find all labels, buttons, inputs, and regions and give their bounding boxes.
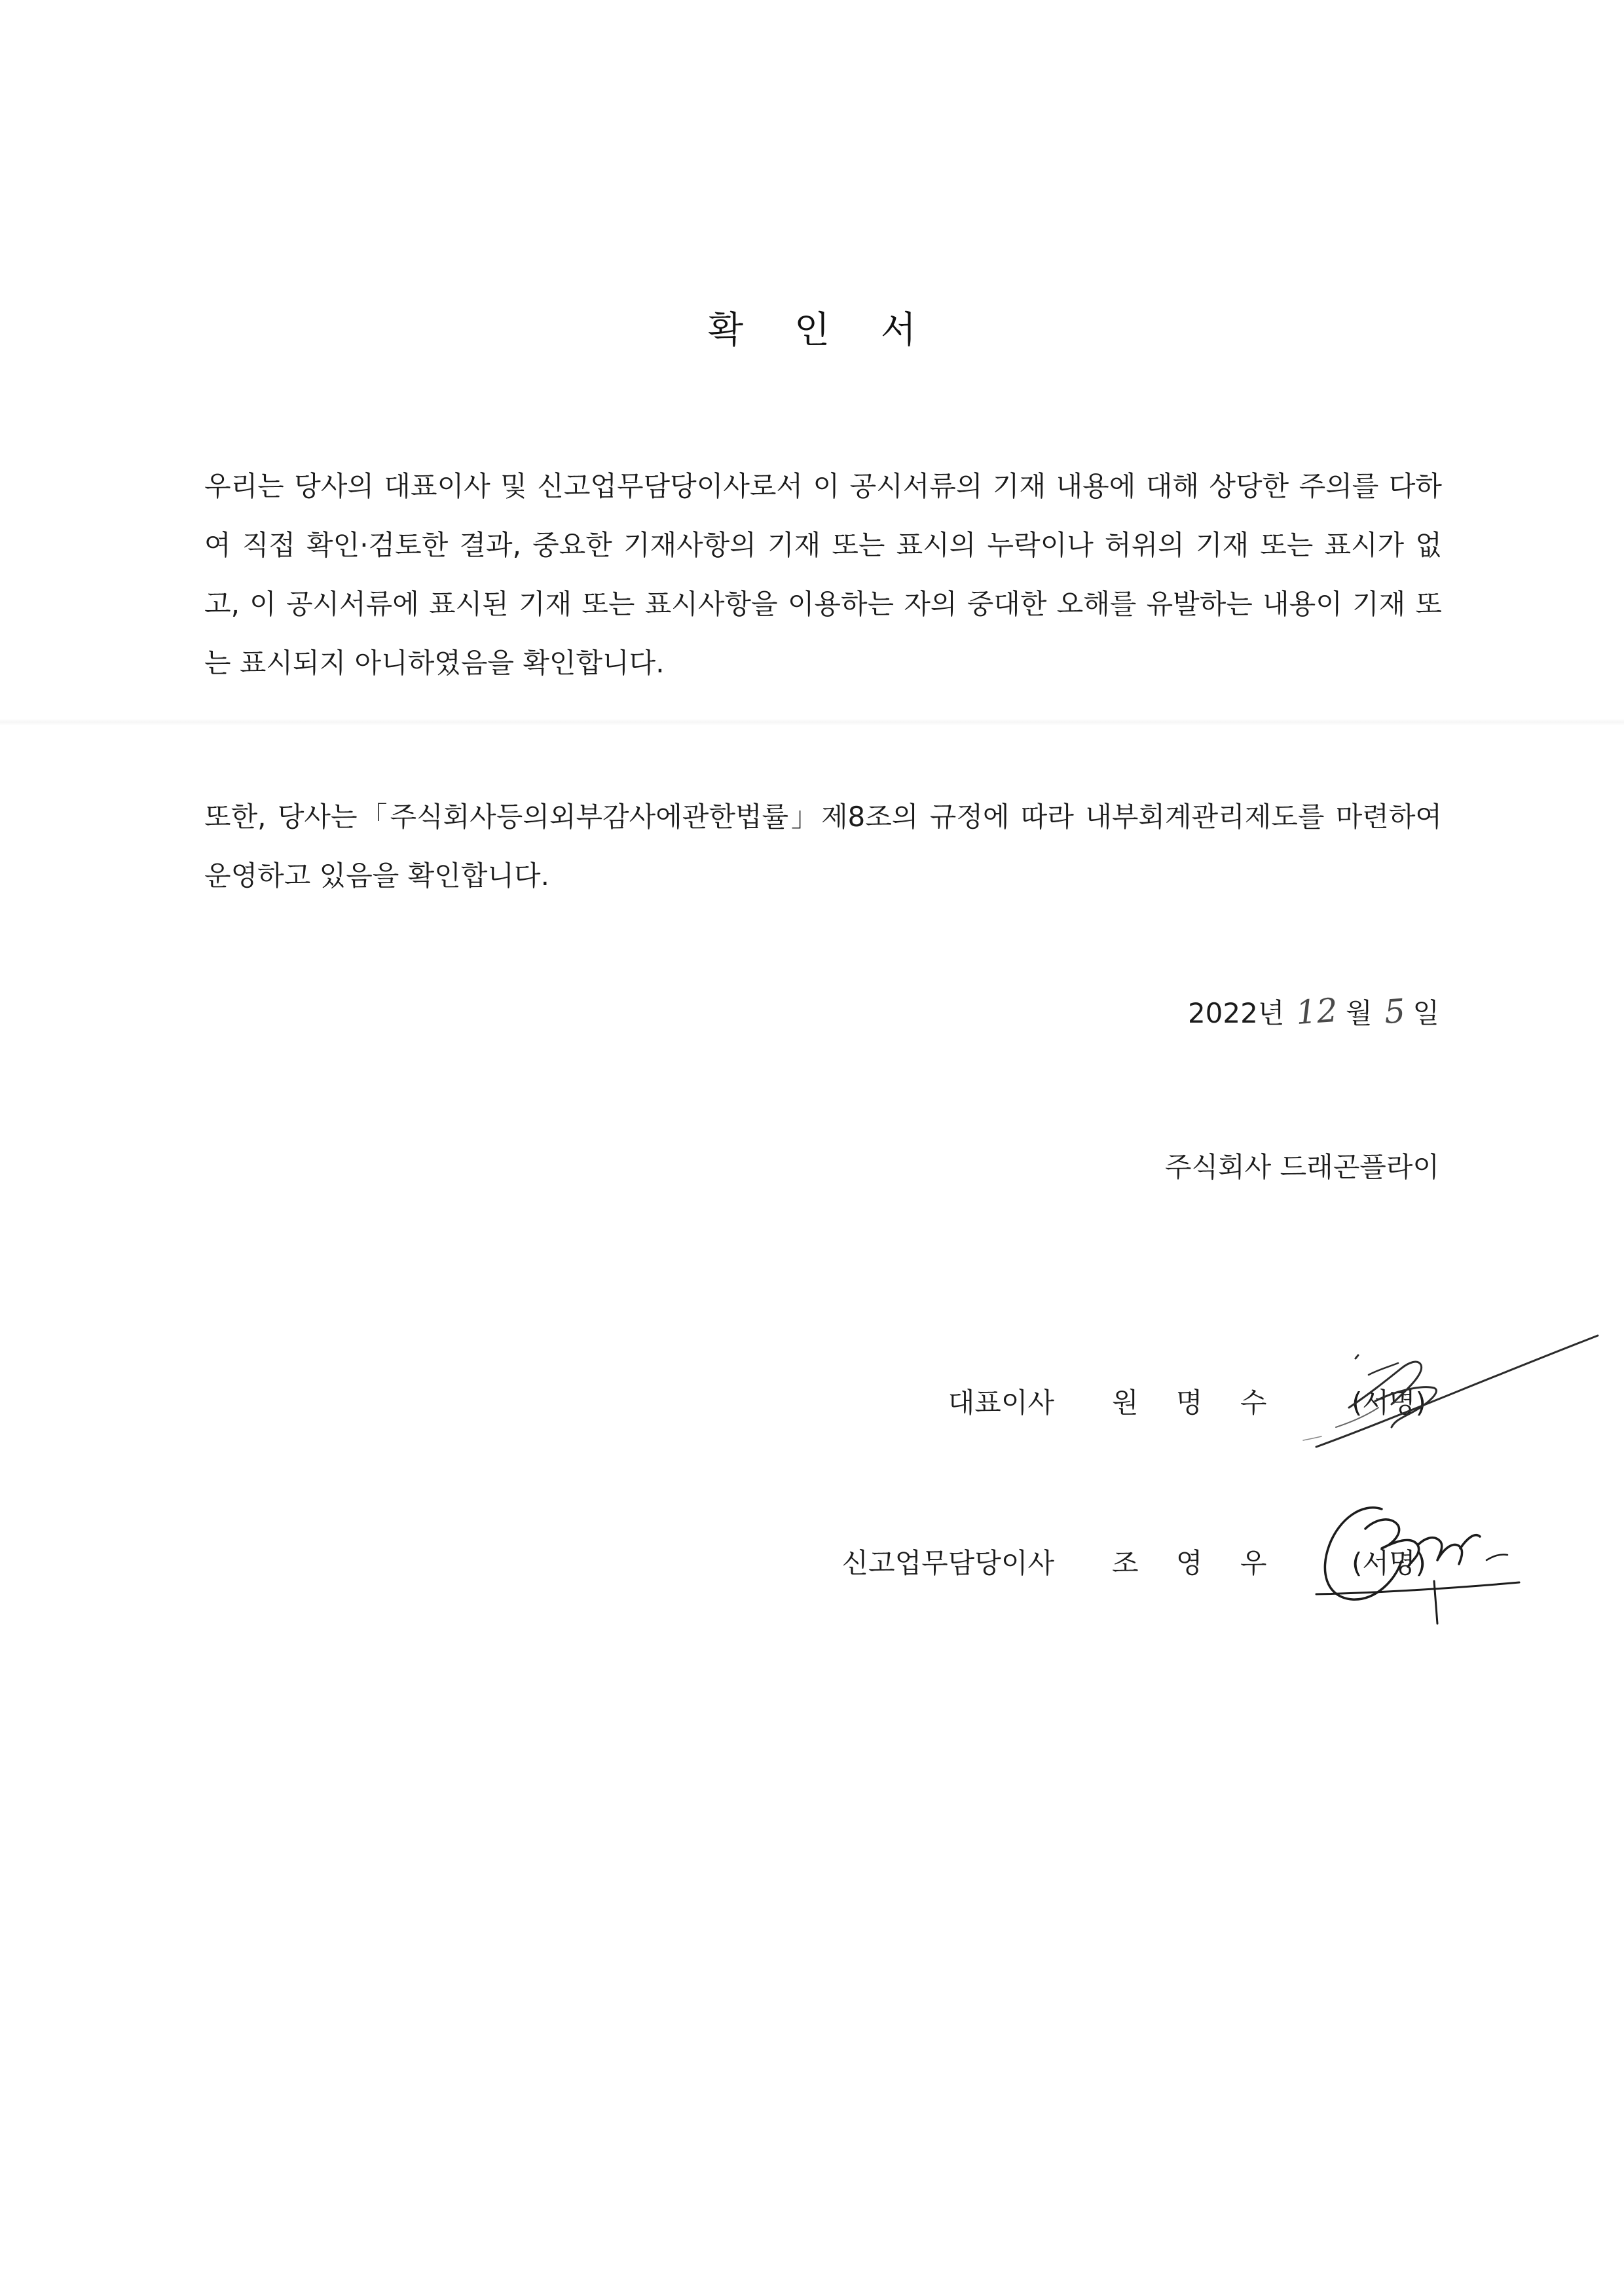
ceo-signature: [1270, 1329, 1611, 1460]
signature-placeholder: (서명): [1352, 1547, 1426, 1579]
date-day-handwritten: 5: [1382, 991, 1407, 1032]
confirmation-paragraph: 우리는 당사의 대표이사 및 신고업무담당이사로서 이 공시서류의 기재 내용에 대해 상당한 주의를 다하여 직접 확인·검토한 결과, 중요한 기재사항의 기재 또는 표시의 누락이나 허위의 기재 또는 표시가 없고, 이 공시서류에 표시된 기재 또는 표시사항을 이용하는 자의 중대한 오해를 유발하는 내용이 기재 또는 표시되지 아니하였음을 확인합니다.: [204, 470, 1442, 679]
scan-fold-line: [0, 719, 1624, 725]
company-name: 주식회사 드래곤플라이: [1164, 1151, 1439, 1183]
date-month-handwritten: 12: [1295, 991, 1339, 1032]
document-title: 확 인 서: [708, 309, 936, 352]
signatory-role: 대표이사: [948, 1387, 1054, 1419]
signatory-name: 원 명 수: [1112, 1387, 1282, 1419]
disclosure-officer-signature: [1303, 1483, 1565, 1627]
signatory-role: 신고업무담당이사: [841, 1547, 1054, 1579]
signature-placeholder: (서명): [1352, 1387, 1426, 1419]
signatory-name: 조 영 우: [1112, 1547, 1282, 1579]
date-day-unit: 일: [1412, 997, 1439, 1029]
date-month-unit: 월: [1346, 997, 1373, 1029]
internal-control-paragraph: 또한, 당사는「주식회사등의외부감사에관한법률」제8조의 규정에 따라 내부회계관리제도를 마련하여 운영하고 있음을 확인합니다.: [204, 801, 1442, 892]
date-year: 2022년: [1187, 997, 1285, 1029]
document-date: [1188, 992, 1439, 1031]
